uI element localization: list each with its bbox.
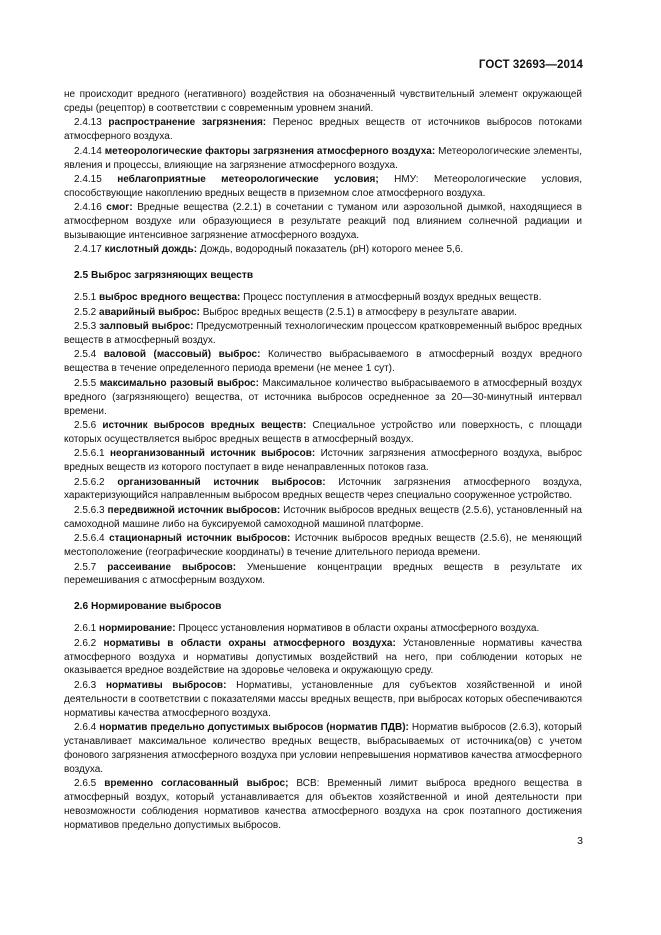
definition-number: 2.5.6.2	[74, 476, 105, 488]
definition-text: ВСВ: Временный лимит выброса вредного вещества в атмосферный воздух, который устанавливается для объектов хозяйственной и иной деятельности при невозможности соблюдения нормативов качества атмосферного воздуха на срок поэтапного достижения нормативов предельно допустимых выбросов.	[64, 778, 583, 831]
definition-text: Предусмотренный технологическим процессом кратковременный выброс вредных веществ в атмосферный воздух.	[64, 321, 582, 346]
definition-number: 2.5.6.3	[74, 504, 105, 516]
definition-text: Выброс вредных веществ (2.5.1) в атмосферу в результате аварии.	[202, 306, 517, 318]
definition-term: стационарный источник выбросов:	[109, 533, 291, 545]
definition-text: Установленные нормативы качества атмосферного воздуха и нормативы допустимых воздействий на него, при соблюдении которых не оказывается вредное воздействие на здоровье человека и окружающую среду.	[64, 637, 582, 677]
definition-term: смог:	[106, 202, 133, 214]
definition-text: Метеорологические элементы, явления и процессы, влияющие на загрязнение атмосферного воздуха.	[64, 145, 582, 171]
definitions-2-4	[64, 116, 582, 257]
definition-term: неблагоприятные метеорологические условия;	[117, 173, 379, 185]
definition-number: 2.5.5	[74, 377, 97, 389]
definition-term: организованный источник выбросов:	[117, 476, 326, 488]
definition-item	[64, 291, 582, 305]
definition-item	[64, 348, 582, 376]
definition-number: 2.5.7	[74, 561, 97, 573]
definition-text: Процесс поступления в атмосферный воздух вредных веществ.	[243, 292, 542, 304]
definition-number: 2.6.2	[74, 637, 97, 649]
definition-number: 2.6.5	[74, 778, 97, 790]
definition-item	[64, 419, 582, 447]
definition-number: 2.6.1	[74, 623, 97, 635]
definition-number: 2.4.16	[74, 202, 102, 214]
definition-term: метеорологические факторы загрязнения атмосферного воздуха:	[104, 145, 436, 157]
definition-term: норматив предельно допустимых выбросов (норматив ПДВ):	[99, 722, 409, 734]
definition-item	[64, 504, 582, 532]
document-header: ГОСТ 32693—2014	[478, 59, 583, 71]
definition-text: Максимальное количество выбрасываемого в атмосферный воздух вредного (загрязняющего) вещества, от источника выбросов осредненное за 20—30-минутный интервал времени.	[64, 377, 583, 417]
page-number: 3	[577, 835, 583, 847]
definition-item	[64, 306, 582, 320]
definition-term: нормативы в области охраны атмосферного воздуха:	[103, 637, 396, 649]
definition-term: залповый выброс:	[99, 321, 194, 333]
definition-number: 2.5.6.1	[74, 448, 105, 460]
definition-text: Количество выбрасываемого в атмосферный воздух вредного вещества в течение определенного периода времени (не менее 1 сут).	[64, 349, 583, 375]
definition-item	[64, 637, 582, 679]
definition-term: рассеивание выбросов:	[107, 561, 237, 573]
definition-text: Процесс установления нормативов в области охраны атмосферного воздуха.	[178, 623, 540, 635]
definition-text: НМУ: Метеорологические условия, способствующие накоплению вредных веществ в приземном слое атмосферного воздуха.	[64, 173, 583, 199]
definition-number: 2.5.1	[74, 292, 97, 304]
definition-text: Специальное устройство или поверхность, с площади которых осуществляется выброс вредных веществ в атмосферный воздух.	[64, 419, 583, 445]
definition-number: 2.5.3	[74, 321, 97, 333]
definition-number: 2.4.15	[74, 173, 102, 185]
definitions-2-5	[64, 291, 582, 588]
definition-item	[64, 243, 582, 257]
definition-item	[64, 201, 582, 243]
definition-term: распространение загрязнения:	[108, 117, 267, 129]
definition-text: Перенос вредных веществ от источников выбросов потоками атмосферного воздуха.	[64, 117, 583, 143]
definition-item	[64, 476, 582, 504]
definition-number: 2.6.4	[74, 722, 97, 734]
definition-text: Нормативы, установленные для субъектов хозяйственной и иной деятельности в соответствии с показателями массы вредных веществ, при выбросах которых обеспечиваются нормативы качества атмосферного воздуха.	[64, 679, 583, 719]
definition-item	[64, 116, 582, 144]
definition-item	[64, 320, 582, 348]
definition-text: Уменьшение концентрации вредных веществ в результате их перемешивания с атмосферным воздухом.	[64, 561, 583, 587]
definition-text: Вредные вещества (2.2.1) в сочетании с туманом или аэрозольной дымкой, находящиеся в атмосферном воздухе или образующиеся в результате реакций под влиянием солнечной радиации и вызывающие интенсивное загрязнение атмосферного воздуха.	[64, 202, 582, 242]
definition-item	[64, 173, 582, 201]
document-body	[64, 88, 582, 833]
definition-term: временно согласованный выброс;	[104, 778, 289, 790]
definition-term: источник выбросов вредных веществ:	[102, 419, 307, 431]
definition-number: 2.4.14	[74, 145, 102, 157]
definition-term: кислотный дождь:	[104, 244, 198, 256]
definition-term: передвижной источник выбросов:	[107, 504, 281, 516]
definition-number: 2.5.4	[74, 349, 97, 361]
definition-text: Норматив выбросов (2.6.3), который устанавливает максимальное количество вредных веществ, выбрасываемых от источника(ов) с учетом фонового загрязнения атмосферного воздуха при условии непревышения нормативов качества атмосферного воздуха.	[64, 722, 583, 775]
definition-term: выброс вредного вещества:	[99, 292, 241, 304]
section-title-2-6: 2.6 Нормирование выбросов	[74, 601, 222, 613]
definition-number: 2.5.2	[74, 306, 97, 318]
definition-term: нормативы выбросов:	[105, 679, 227, 691]
definition-number: 2.5.6.4	[74, 533, 105, 545]
definition-term: валовой (массовый) выброс:	[103, 349, 261, 361]
definition-term: нормирование:	[99, 623, 176, 635]
definition-item	[64, 145, 582, 173]
definition-item	[64, 377, 582, 419]
definition-text: Источник выбросов вредных веществ (2.5.6), установленный на самоходной машине либо на буксируемой самоходной машиной платформе.	[64, 504, 582, 530]
definition-item	[64, 447, 582, 475]
definition-term: неорганизованный источник выбросов:	[110, 448, 316, 460]
definition-item	[64, 679, 582, 721]
definition-text: Источник загрязнения атмосферного воздуха, выброс вредных веществ из которого поступает в виде ненаправленных потоков газа.	[64, 448, 583, 474]
definition-item	[64, 777, 582, 833]
definition-text: Источник загрязнения атмосферного воздуха, характеризующийся направленным выбросом вредных веществ через специально сооруженное устройство.	[64, 476, 582, 502]
definition-item	[64, 622, 582, 636]
definition-number: 2.4.17	[74, 244, 102, 256]
section-title-2-5: 2.5 Выброс загрязняющих веществ	[74, 270, 254, 282]
continuation-paragraph: не происходит вредного (негативного) воздействия на обозначенный чувствительный элемент окружающей среды (рецептор) в соответствии с современным уровнем знаний.	[64, 89, 582, 114]
definition-text: Источник выбросов вредных веществ (2.5.6), не меняющий местоположение (географические координаты) в течение длительного периода времени.	[64, 533, 582, 559]
definition-number: 2.5.6	[74, 419, 97, 431]
definitions-2-6	[64, 622, 582, 833]
definition-number: 2.4.13	[74, 117, 102, 129]
definition-item	[64, 561, 582, 589]
definition-item	[64, 532, 582, 560]
definition-number: 2.6.3	[74, 679, 97, 691]
definition-term: аварийный выброс:	[99, 306, 200, 318]
definition-item	[64, 721, 582, 777]
definition-term: максимально разовый выброс:	[99, 377, 259, 389]
definition-text: Дождь, водородный показатель (pH) которого менее 5,6.	[199, 244, 464, 256]
